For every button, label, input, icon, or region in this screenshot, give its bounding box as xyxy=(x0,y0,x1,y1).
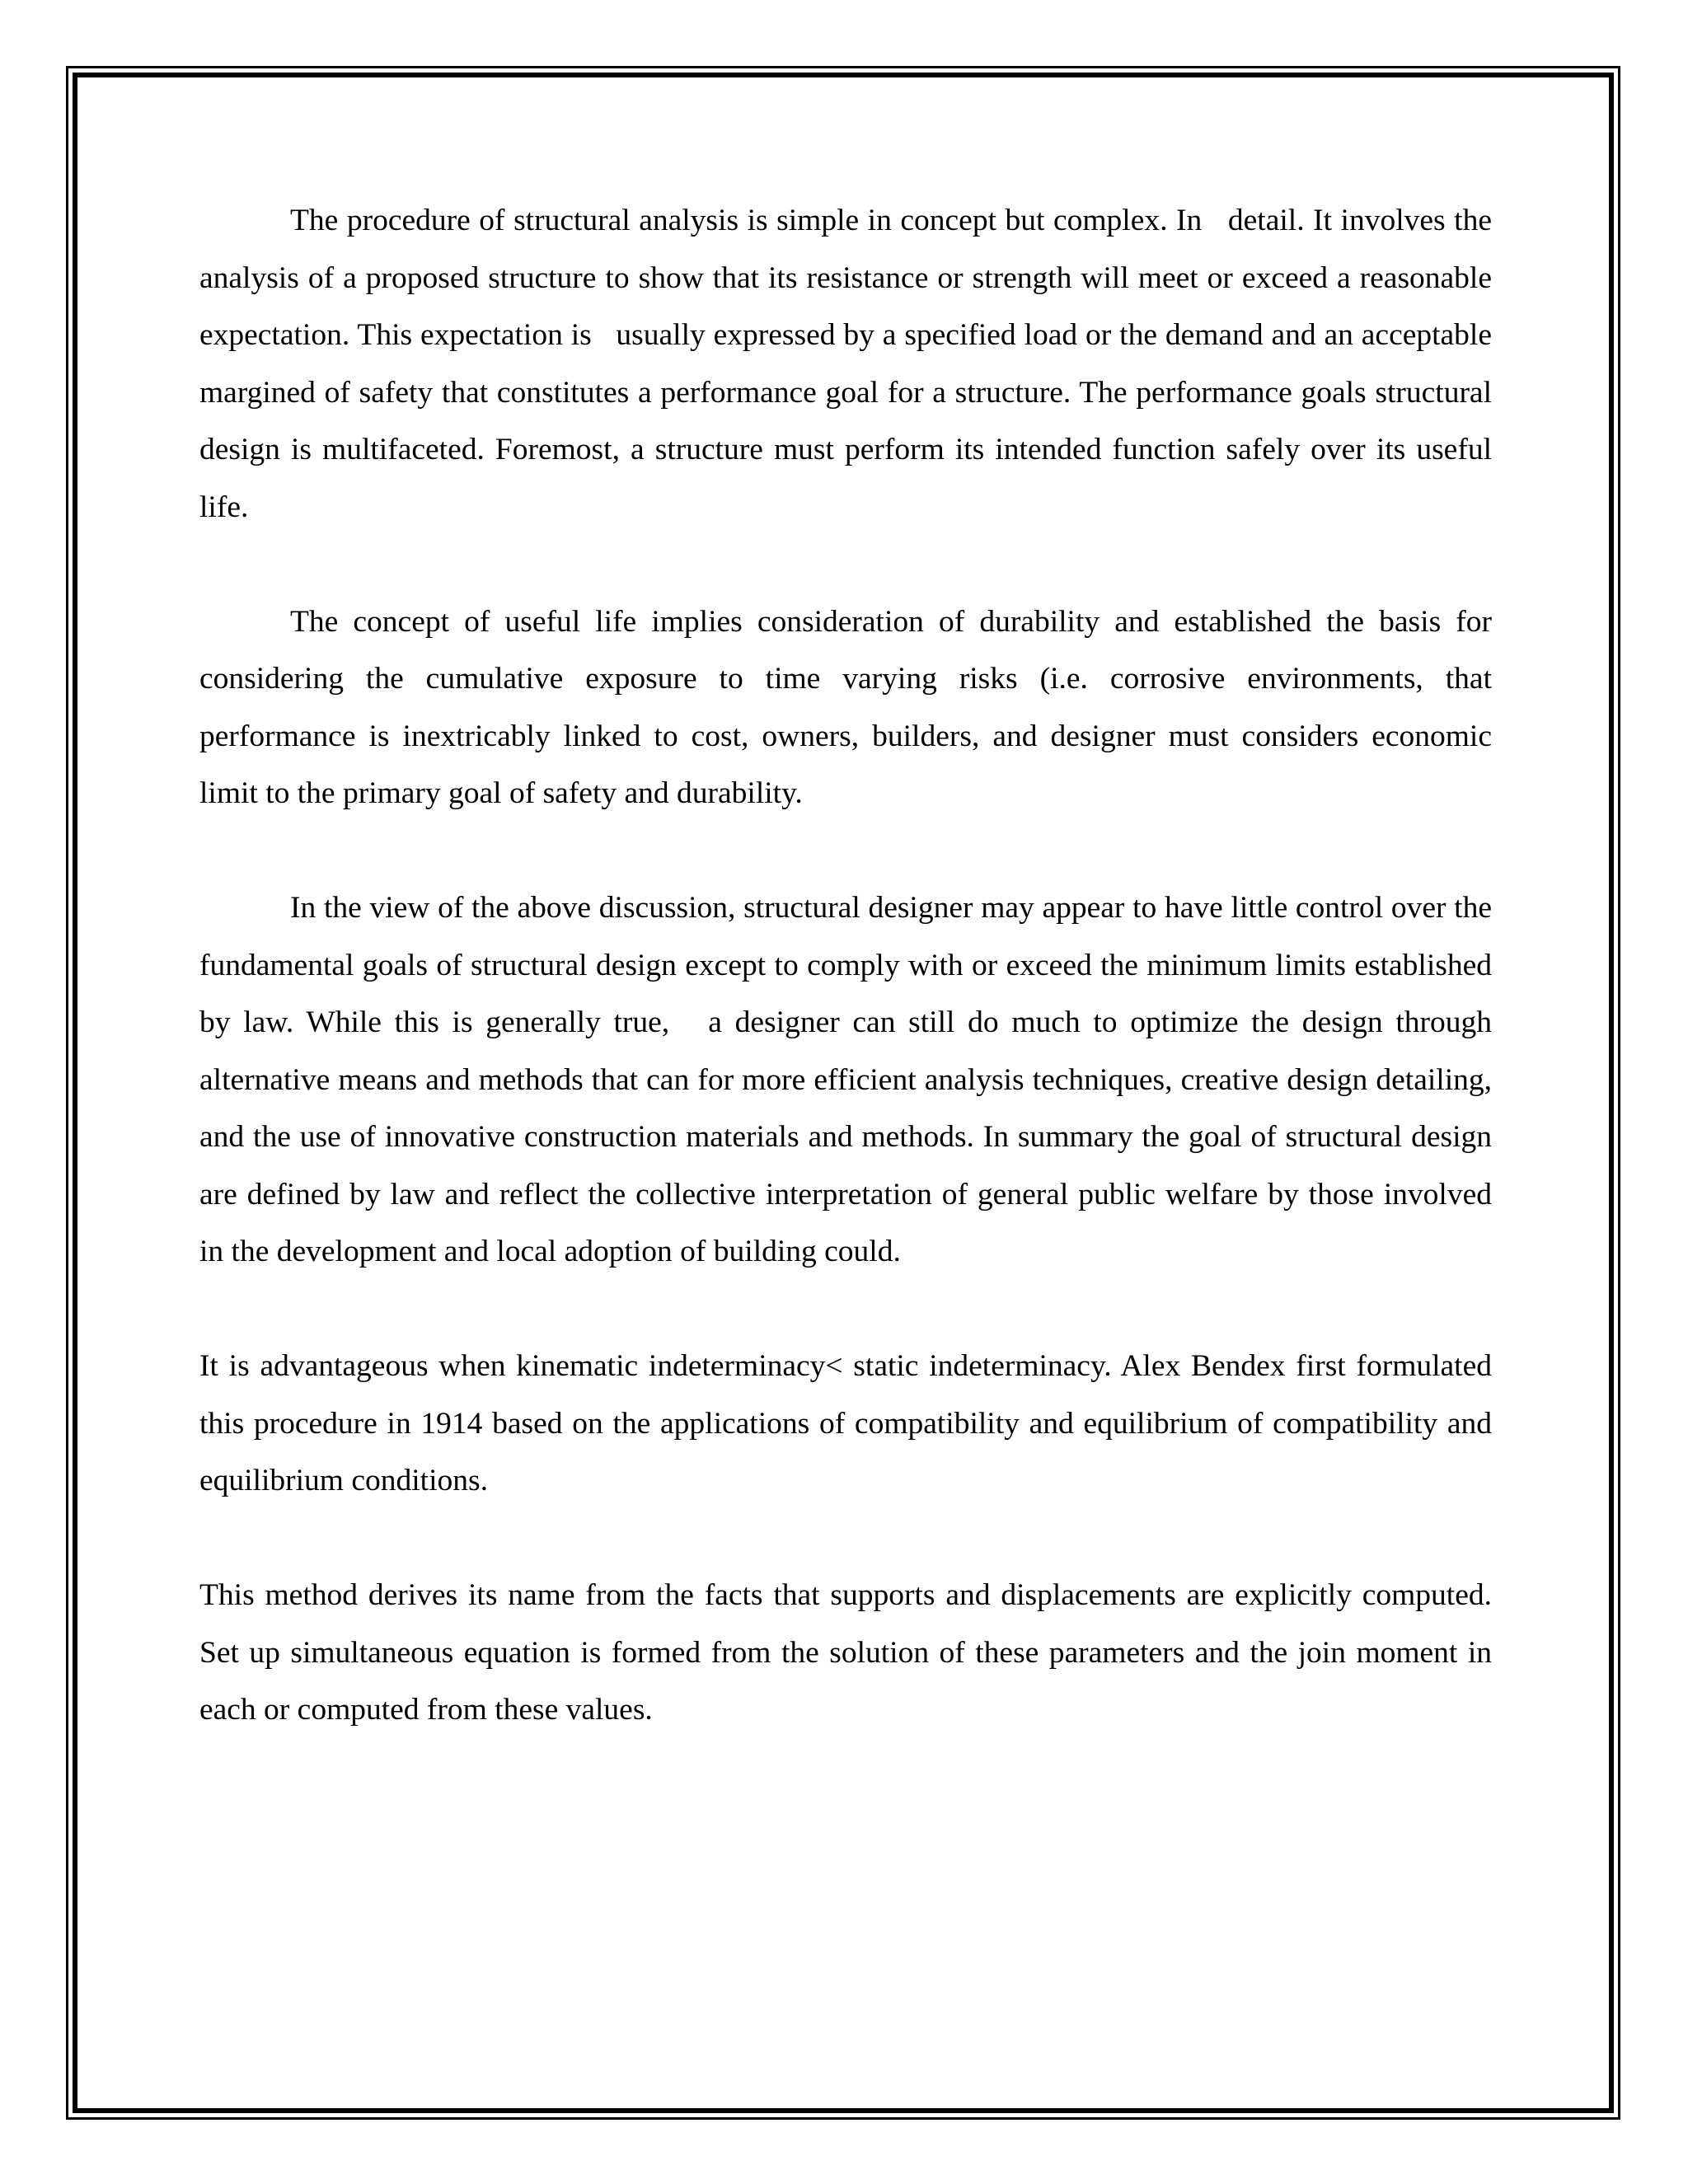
paragraph-structural-analysis: The procedure of structural analysis is simple in concept but complex. In detail. It involves the analysis of a proposed structure to show that its resistance or strength will meet or exceed a reasonable expectation. This expectation is usually expressed by a specified load or the demand and an acceptable margined of safety that constitutes a performance goal for a structure. The performance goals structural design is multifaceted. Foremost, a structure must perform its intended function safely over its useful life. xyxy=(199,204,1500,524)
page-body xyxy=(199,192,1500,1739)
paragraph-design-goals: In the view of the above discussion, structural designer may appear to have little control over the fundamental goals of structural design except to comply with or exceed the minimum limits established by law. While this is generally true, a designer can still do much to optimize the design through alternative means and methods that can for more efficient analysis techniques, creative design detailing, and the use of innovative construction materials and methods. In summary the goal of structural design are defined by law and reflect the collective interpretation of general public welfare by those involved in the development and local adoption of building could. xyxy=(199,891,1500,1268)
paragraph-useful-life: The concept of useful life implies consideration of durability and established the basis for considering the cumulative exposure to time varying risks (i.e. corrosive environments, that performance is inextricably linked to cost, owners, builders, and designer must considers economic limit to the primary goal of safety and durability. xyxy=(199,604,1492,810)
paragraph-kinematic-indeterminacy: It is advantageous when kinematic indeterminacy< static indeterminacy. Alex Bendex first formulated this procedure in 1914 based on the applications of compatibility and equilibrium of compatibility and equilibrium conditions. xyxy=(199,1349,1492,1497)
paragraph-method-name: This method derives its name from the facts that supports and displacements are explicitly computed. Set up simultaneous equation is formed from the solution of these parameters and the join moment in each or computed from these values. xyxy=(199,1578,1492,1727)
